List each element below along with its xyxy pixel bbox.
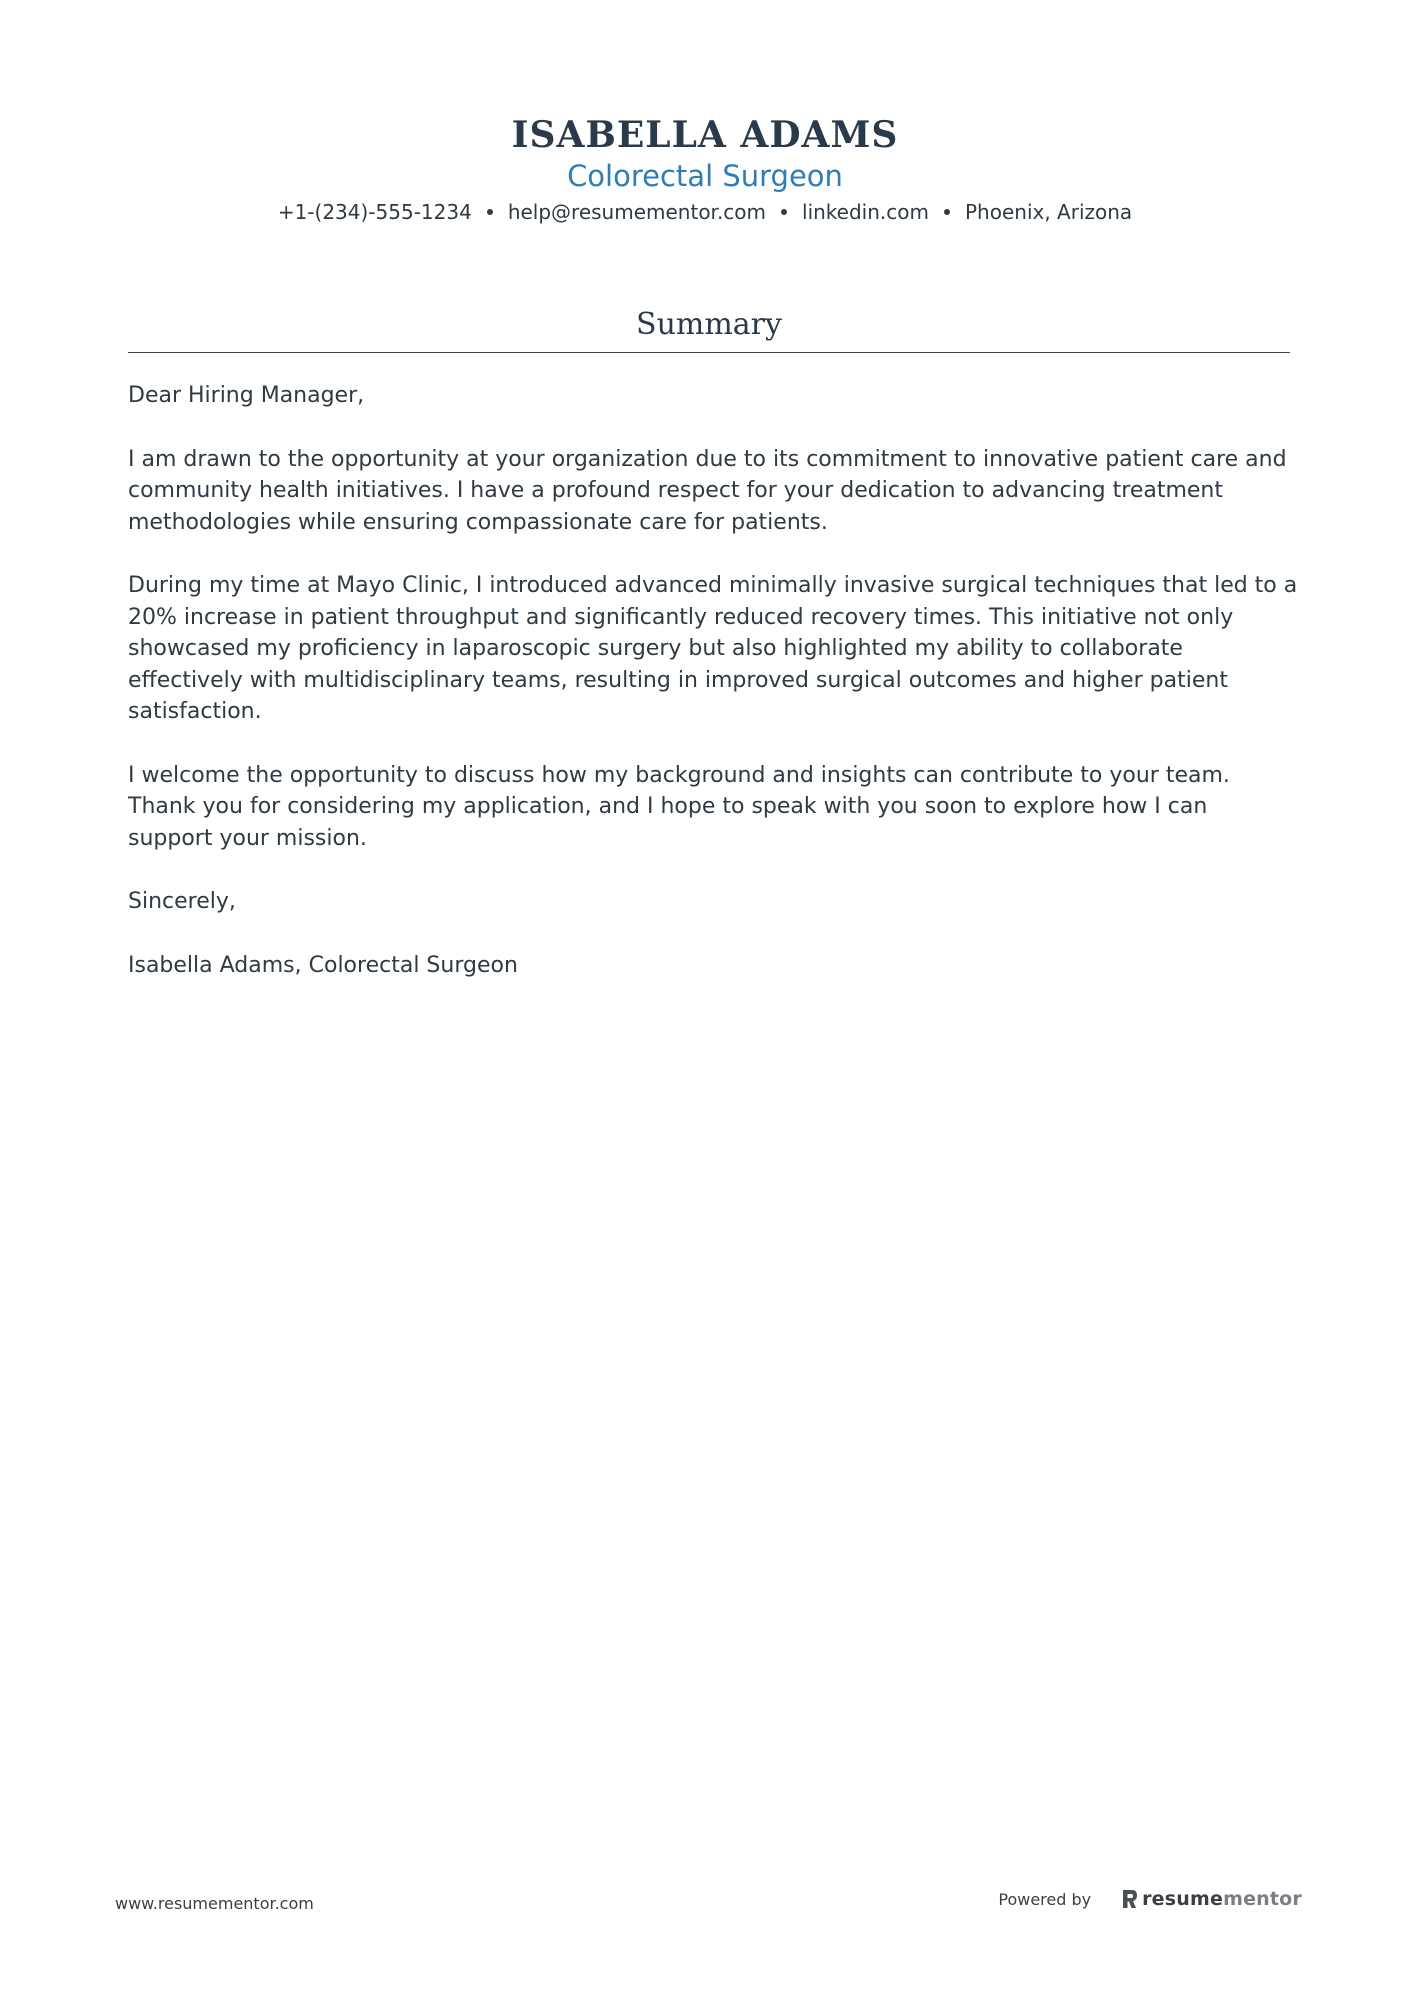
letter-greeting: Dear Hiring Manager, <box>128 383 365 408</box>
contact-location: Phoenix, Arizona <box>964 200 1133 224</box>
logo-wordmark-light: mentor <box>1223 1888 1302 1910</box>
section-title: Summary <box>636 307 782 342</box>
section-divider <box>128 352 1290 353</box>
logo-wordmark <box>1142 1888 1302 1910</box>
letter-signature: Isabella Adams, Colorectal Surgeon <box>128 952 518 978</box>
applicant-name: ISABELLA ADAMS <box>511 114 899 156</box>
contact-line <box>0 198 1410 226</box>
applicant-role: Colorectal Surgeon <box>567 159 843 193</box>
bullet-separator <box>944 209 950 215</box>
bullet-separator <box>781 209 787 215</box>
letter-paragraph: During my time at Mayo Clinic, I introduced advanced minimally invasive surgical techniques that led to a 20% increase in patient throughput and significantly reduced recovery times. This initiative not only showcased my proficiency in laparoscopic surgery but also highlighted my ability to collaborate effectively with multidisciplinary teams, resulting in improved surgical outcomes and higher patient satisfaction. <box>128 573 1298 724</box>
contact-linkedin[interactable]: linkedin.com <box>802 200 929 224</box>
footer-branding <box>998 1888 1302 1910</box>
resumementor-logo[interactable] <box>1121 1888 1302 1910</box>
contact-phone: +1-(234)-555-1234 <box>277 200 472 224</box>
letter-closing: Sincerely, <box>128 889 236 914</box>
contact-email[interactable]: help@resumementor.com <box>507 200 767 224</box>
bullet-separator <box>487 209 493 215</box>
footer-website[interactable]: www.resumementor.com <box>115 1894 314 1913</box>
letter-body <box>128 380 1298 1013</box>
letter-paragraph: I am drawn to the opportunity at your organization due to its commitment to innovative patient care and community health initiatives. I have a profound respect for your dedication to advancing treatment methodologies while ensuring compassionate care for patients. <box>128 446 1287 535</box>
letter-paragraph: I welcome the opportunity to discuss how my background and insights can contribute to your team. Thank you for considering my application, and I hope to speak with you soon to explore how I can support your mission. <box>128 762 1230 851</box>
powered-by-label: Powered by <box>998 1889 1092 1909</box>
logo-wordmark-bold: resume <box>1142 1888 1224 1910</box>
letter-header <box>0 112 1410 226</box>
resumementor-logo-icon <box>1121 1888 1138 1910</box>
